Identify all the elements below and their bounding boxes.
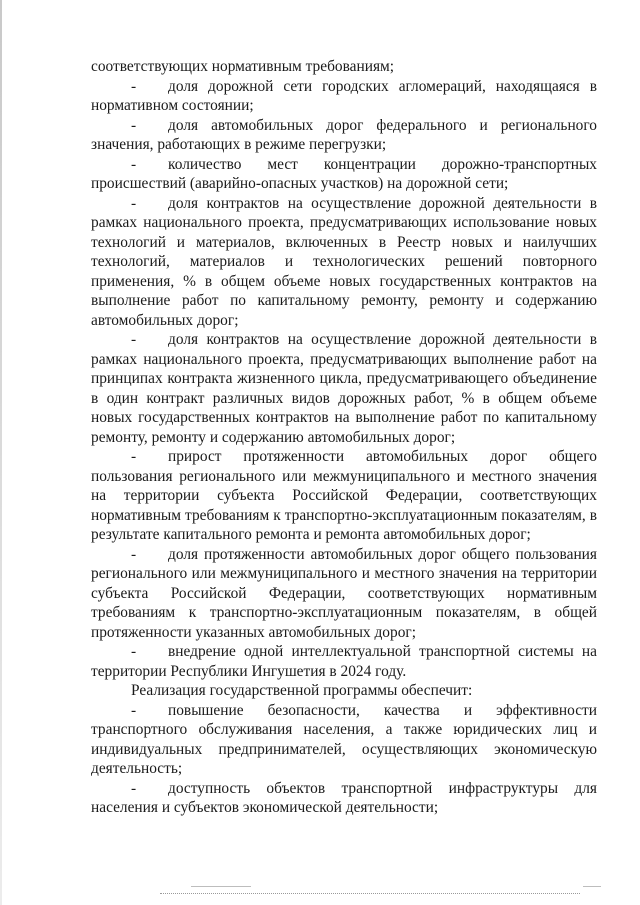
list-dash: - [131,116,137,134]
paragraph-indented [91,681,597,701]
page-edge-shadow [0,0,2,905]
paragraph-text: доля протяженности автомобильных дорог общего пользования регионального или межмуниципального и местного значения на территории субъекта Российской Федерации, соответствующих нормативным требованиям к транспортно-эксплуатационным показателям, в общей протяженности указанных автомобильных дорог; [91,545,597,641]
list-item [91,701,597,779]
paragraph-text: внедрение одной интеллектуальной транспортной системы на территории Республики Ингушетия в 2024 году. [91,643,597,680]
paragraph-text: количество мест концентрации дорожно-транспортных происшествий (аварийно-опасных участков) на дорожной сети; [91,155,597,192]
paragraph-text: прирост протяженности автомобильных дорог общего пользования регионального или межмуниципального и местного значения на территории субъекта Российской Федерации, соответствующих нормативным требованиям к транспортно-эксплуатационным показателям, в результате капитального ремонта и ремонта автомобильных дорог; [91,448,597,543]
paragraph-text: повышение безопасности, качества и эффективности транспортного обслуживания населения, а также юридических лиц и индивидуальных предпринимателей, осуществляющих экономическую деятельность; [91,701,597,777]
list-item [91,116,597,155]
footer-dotted-line [160,893,580,894]
list-dash: - [131,155,137,173]
list-dash: - [131,194,137,212]
list-dash: - [131,643,137,660]
paragraph-text: доля автомобильных дорог федерального и регионального значения, работающих в режиме перегрузки; [91,116,597,153]
document-body [91,57,597,818]
list-dash: - [131,779,137,797]
list-dash: - [131,448,137,465]
list-dash: - [131,701,137,719]
paragraph-text: доступность объектов транспортной инфраструктуры для населения и субъектов экономической деятельности; [91,779,597,816]
list-item [91,779,597,818]
list-dash: - [131,331,137,348]
list-item [91,194,597,331]
paragraph-text: Реализация государственной программы обеспечит: [131,682,473,699]
footer-scan-mark-right [583,886,601,887]
paragraph-text: доля контрактов на осуществление дорожной деятельности в рамках национального проекта, предусматривающих использование новых технологий и материалов, включенных в Реестр новых и наилучших технологий, материалов и технологических решений повторного применения, % в общем объеме новых государственных контрактов на выполнение работ по капитальному ремонту, ремонту и содержанию автомобильных дорог; [91,194,597,329]
list-item [91,330,597,447]
list-dash: - [131,545,137,563]
paragraph-text: доля дорожной сети городских агломераций, находящаяся в нормативном состоянии; [91,77,597,114]
list-item [91,155,597,194]
paragraph-text: соответствующих нормативным требованиям; [91,58,395,75]
paragraph-text: доля контрактов на осуществление дорожной деятельности в рамках национального проекта, предусматривающих выполнение работ на принципах контракта жизненного цикла, предусматривающего объединение в один контракт различных видов дорожных работ, % в общем объеме новых государственных контрактов на выполнение работ по капитальному ремонту, ремонту и содержанию автомобильных дорог; [91,331,597,446]
list-item [91,447,597,545]
list-item [91,545,597,643]
list-dash: - [131,77,137,95]
list-item [91,77,597,116]
footer-scan-mark [191,886,251,887]
list-item [91,642,597,681]
paragraph-continuation [91,57,597,77]
